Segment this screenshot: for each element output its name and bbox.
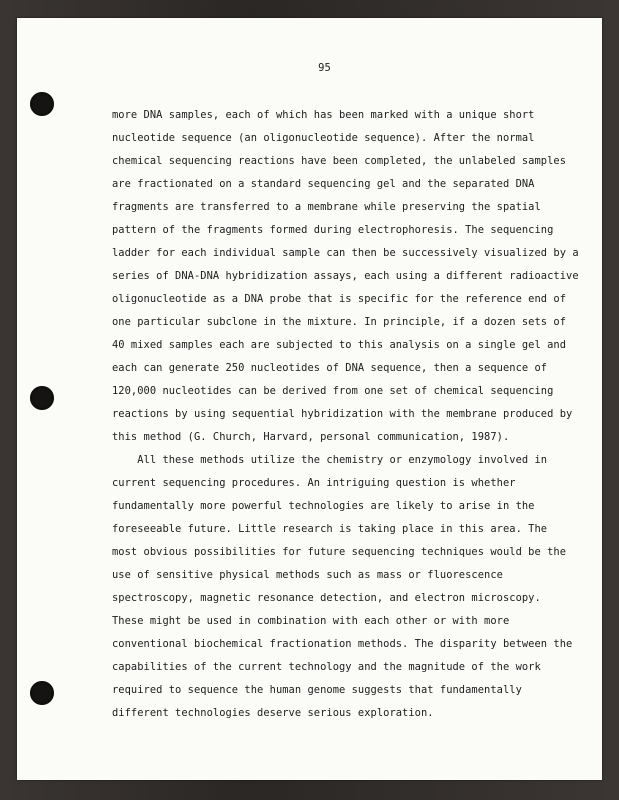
text-line: current sequencing procedures. An intriguing question is whether [112,477,516,489]
text-line: this method (G. Church, Harvard, personal communication, 1987). [112,431,510,443]
text-line: different technologies deserve serious exploration. [112,707,434,719]
text-line: nucleotide sequence (an oligonucleotide sequence). After the normal [112,132,535,144]
text-line: conventional biochemical fractionation methods. The disparity between the [112,638,573,650]
text-line: chemical sequencing reactions have been completed, the unlabeled samples [112,155,567,167]
text-line: more DNA samples, each of which has been marked with a unique short [112,109,535,121]
document-page [17,18,602,780]
page-number: 95 [318,62,331,74]
paragraph-start-line: All these methods utilize the chemistry or enzymology involved in [112,454,548,466]
binder-hole-top [30,92,54,116]
binder-hole-bottom [30,681,54,705]
text-line: foreseeable future. Little research is taking place in this area. The [112,523,548,535]
text-line: required to sequence the human genome suggests that fundamentally [112,684,522,696]
text-line: oligonucleotide as a DNA probe that is specific for the reference end of [112,293,567,305]
text-line: ladder for each individual sample can then be successively visualized by a [112,247,579,259]
text-line: most obvious possibilities for future sequencing techniques would be the [112,546,567,558]
text-line: series of DNA-DNA hybridization assays, each using a different radioactive [112,270,579,282]
text-line: 40 mixed samples each are subjected to this analysis on a single gel and [112,339,567,351]
binder-hole-middle [30,386,54,410]
text-line: use of sensitive physical methods such as mass or fluorescence [112,569,503,581]
text-line: one particular subclone in the mixture. In principle, if a dozen sets of [112,316,567,328]
text-line: fragments are transferred to a membrane while preserving the spatial [112,201,541,213]
text-line: These might be used in combination with each other or with more [112,615,510,627]
text-line: each can generate 250 nucleotides of DNA sequence, then a sequence of [112,362,548,374]
text-line: pattern of the fragments formed during electrophoresis. The sequencing [112,224,554,236]
text-line: are fractionated on a standard sequencing gel and the separated DNA [112,178,535,190]
text-line: reactions by using sequential hybridization with the membrane produced by [112,408,573,420]
text-line: capabilities of the current technology and the magnitude of the work [112,661,541,673]
text-line: spectroscopy, magnetic resonance detection, and electron microscopy. [112,592,541,604]
text-line: fundamentally more powerful technologies are likely to arise in the [112,500,535,512]
text-line: 120,000 nucleotides can be derived from one set of chemical sequencing [112,385,554,397]
